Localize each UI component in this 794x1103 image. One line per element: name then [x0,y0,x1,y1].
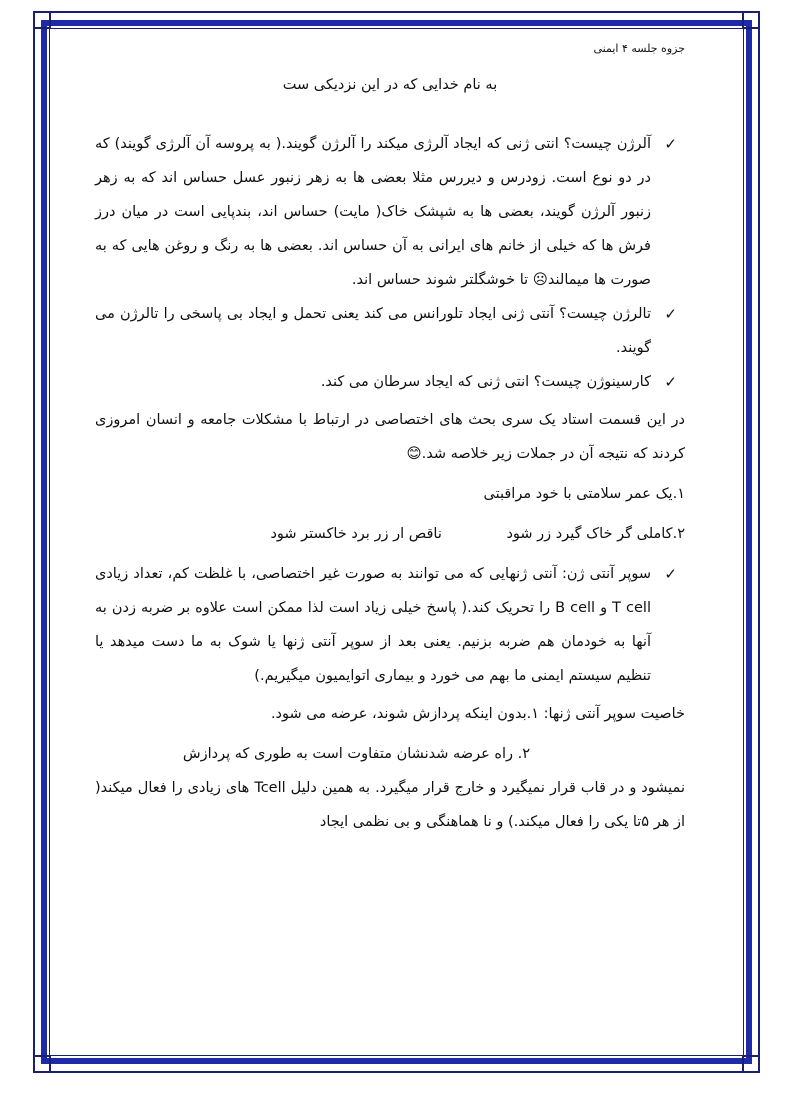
bullet-text: کارسینوژن چیست؟ انتی ژنی که ایجاد سرطان می کند. [320,374,651,390]
check-icon: ✓ [664,565,677,583]
bullet-text: تالرژن چیست؟ آنتی ژنی ایجاد تلورانس می کند یعنی تحمل و ایجاد بی پاسخی را تالرژن می گویند. [95,306,651,356]
bullet-item-superantigen [95,557,685,693]
check-icon: ✓ [664,373,677,391]
bullet-item-tolerogen [95,297,685,365]
page-title: به نام خدایی که در این نزدیکی ست [282,77,498,93]
document-body [95,40,685,839]
poem-half-2: ناقص ار زر برد خاکستر شود [270,526,442,542]
bullet-item-allergen [95,127,685,297]
check-icon: ✓ [664,135,677,153]
corner-ornament [33,11,51,29]
corner-ornament [742,1055,760,1073]
corner-ornament [33,1055,51,1073]
intro-paragraph: در این قسمت استاد یک سری بحث های اختصاصی در ارتباط با مشکلات جامعه و انسان امروزی کردند که نتیجه آن در جملات زیر خلاصه شد.😊 [95,412,685,462]
corner-ornament [742,11,760,29]
property-2-first: ۲. راه عرضه شدنشان متفاوت است به طوری که پردازش [182,746,530,762]
header-note: جزوه جلسه ۴ ایمنی [593,42,685,55]
check-icon: ✓ [664,305,677,323]
bullet-item-carcinogen [95,365,685,399]
property-line: خاصیت سوپر آنتی ژنها: ۱.بدون اینکه پردازش شوند، عرضه می شود. [270,706,685,722]
poem-half-1: ۲.کاملی گر خاک گیرد زر شود [506,526,685,542]
bullet-text: سوپر آنتی ژن: آنتی ژنهایی که می توانند به صورت غیر اختصاصی، با غلظت کم، تعداد زیادی T cell و B cell را تحریک کند.( پاسخ خیلی زیاد است لذا ممکن است علاوه بر ضربه زدن به آنها به خودمان هم ضربه بزنیم. یعنی بعد از سوپر آنتی ژنها یا شوک به ما دست میدهد یا تنظیم سیستم ایمنی ما بهم می خورد و بیماری اتوایمیون میگیریم.) [95,566,651,684]
property-2-rest: نمیشود و در قاب قرار نمیگیرد و خارج قرار میگیرد. به همین دلیل Tcell های زیادی را فعال میکند( از هر ۵تا یکی را فعال میکند.) و نا هماهنگی و بی نظمی ایجاد [95,780,685,830]
numbered-item-1: ۱.یک عمر سلامتی با خود مراقبتی [483,486,685,502]
numbered-item-2 [95,517,685,551]
bullet-text: آلرژن چیست؟ انتی ژنی که ایجاد آلرژی میکند را آلرژن گویند.( به پروسه آن آلرژی گویند) که در دو نوع است. زودرس و دیررس مثلا بعضی ها به زهر زنبور عسل حساس اند که به زهر زنبور آلرژن گویند، بعضی ها به شپشک خاک( مایت) حساس اند، بندپایی است در میان درز فرش ها که خیلی از خانم های ایرانی به آن حساس اند. بعضی ها به رنگ و روغن هایی که به صورت ها میمالند☹ تا خوشگلتر شوند حساس اند. [95,136,651,288]
